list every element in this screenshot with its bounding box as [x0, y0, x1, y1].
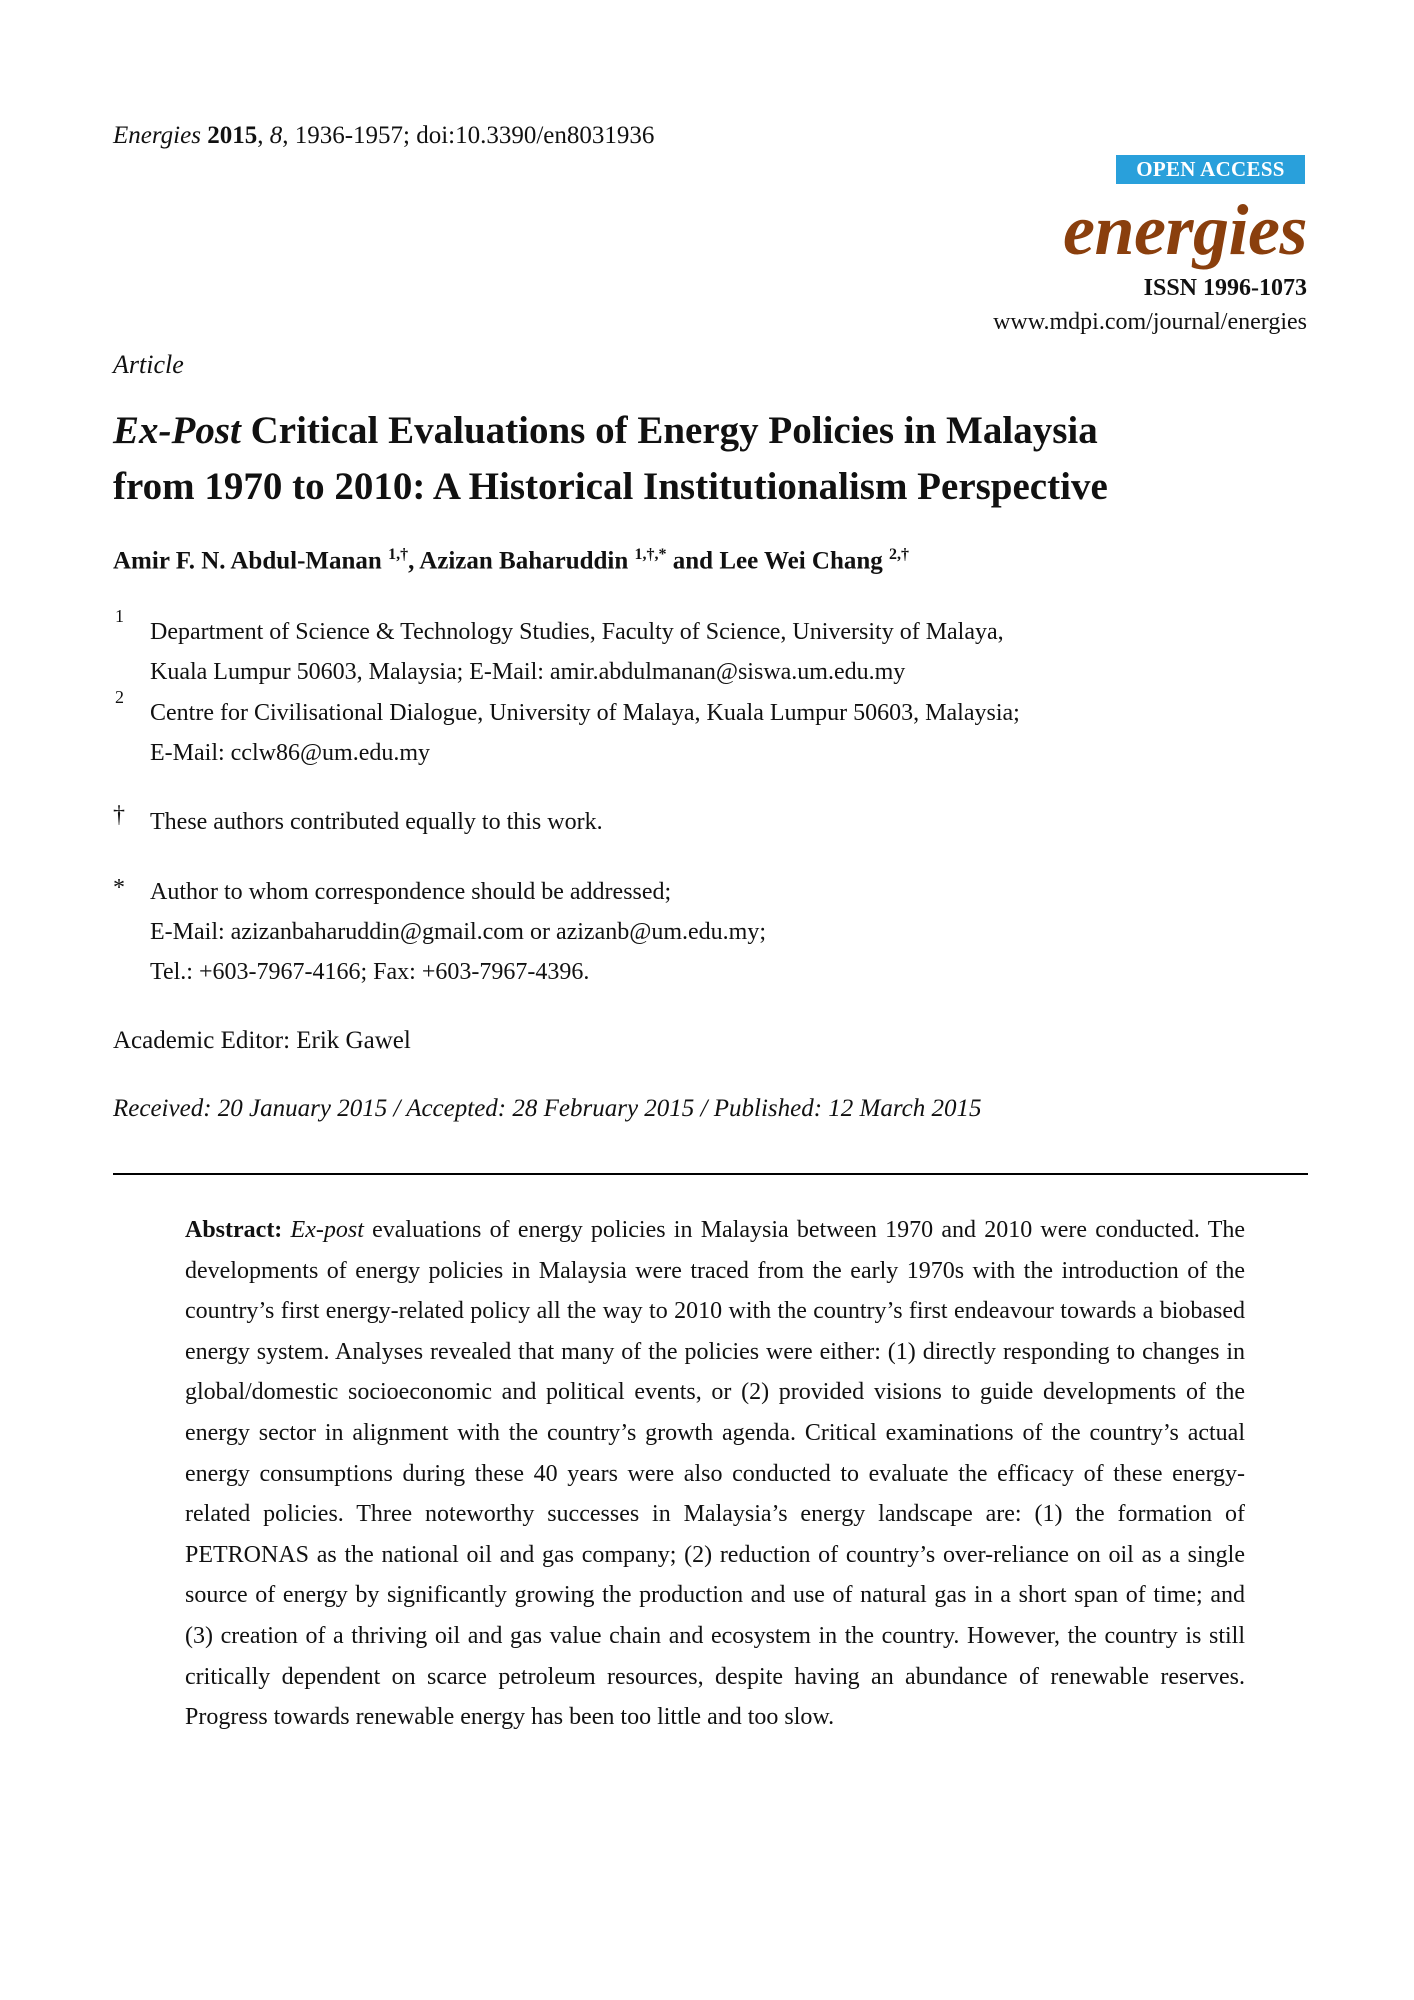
section-divider: [113, 1173, 1308, 1175]
note-line: Author to whom correspondence should be addressed;: [150, 879, 672, 905]
pages-doi: 1936-1957; doi:10.3390/en8031936: [294, 122, 655, 149]
abstract-label: Abstract:: [185, 1217, 283, 1243]
open-access-badge: OPEN ACCESS: [1116, 155, 1305, 184]
author-name: Amir F. N. Abdul-Manan: [113, 547, 382, 575]
author-name: Lee Wei Chang: [719, 547, 883, 575]
journal-url[interactable]: www.mdpi.com/journal/energies: [993, 309, 1307, 335]
note-line: E-Mail: azizanbaharuddin@gmail.com or azizanb@um.edu.my;: [150, 919, 766, 945]
publication-dates: Received: 20 January 2015 / Accepted: 28 February 2015 / Published: 12 March 2015: [113, 1095, 982, 1122]
abstract: [185, 1210, 1245, 1738]
author-separator: ,: [408, 547, 420, 575]
affiliation-2: [150, 693, 1250, 773]
author-name: Azizan Baharuddin: [419, 547, 629, 575]
publication-year: 2015: [207, 122, 258, 149]
affiliation-marker: 1: [115, 606, 124, 626]
academic-editor: Academic Editor: Erik Gawel: [113, 1027, 411, 1054]
note-line: These authors contributed equally to this work.: [150, 809, 603, 835]
author-separator: and: [666, 547, 720, 575]
affiliation-line: Department of Science & Technology Studies, Faculty of Science, University of Malaya,: [150, 619, 1004, 645]
note-line: Tel.: +603-7967-4166; Fax: +603-7967-4396.: [150, 959, 590, 985]
abstract-lead-italic: Ex-post: [290, 1217, 364, 1243]
affiliation-1: [150, 612, 1250, 692]
title-line2: from 1970 to 2010: A Historical Institutionalism Perspective: [113, 465, 1108, 508]
equal-contribution-marker: †: [113, 802, 125, 828]
author-list: [113, 546, 909, 575]
volume-number: 8: [269, 122, 283, 149]
abstract-text: evaluations of energy policies in Malaysia between 1970 and 2010 were conducted. The developments of energy policies in Malaysia were traced from the early 1970s with the introduction of the country’s first energy-related policy all the way to 2010 with the country’s first endeavour towards a biobased energy system. Analyses revealed that many of the policies were either: (1) directly responding to changes in global/domestic socioeconomic and political events, or (2) provided visions to guide developments of the energy sector in alignment with the country’s growth agenda. Critical examinations of the country’s actual energy consumptions during these 40 years were also conducted to evaluate the efficacy of these energy-related policies. Three noteworthy successes in Malaysia’s energy landscape are: (1) the formation of PETRONAS as the national oil and gas company; (2) reduction of country’s over-reliance on oil as a single source of energy by significantly growing the production and use of natural gas in a short span of time; and (3) creation of a thriving oil and gas value chain and ecosystem in the country. However, the country is still critically dependent on scarce petroleum resources, despite having an abundance of renewable reserves. Progress towards renewable energy has been too little and too slow.: [185, 1217, 1246, 1731]
journal-logo: energies: [1063, 190, 1307, 270]
affiliation-line: Kuala Lumpur 50603, Malaysia; E-Mail: amir.abdulmanan@siswa.um.edu.my: [150, 659, 906, 685]
title-italic-part: Ex-Post: [113, 409, 241, 452]
correspondence-note: [150, 872, 1250, 992]
issn: ISSN 1996-1073: [1143, 275, 1307, 301]
citation-line: Energies 2015, 8, 1936-1957; doi:10.3390/en8031936: [113, 122, 655, 149]
author-affiliation-sup: 1,†: [388, 546, 409, 563]
title-line1: Critical Evaluations of Energy Policies in Malaysia: [250, 409, 1098, 452]
equal-contribution-note: [150, 802, 1250, 842]
affiliation-line: Centre for Civilisational Dialogue, University of Malaya, Kuala Lumpur 50603, Malaysia;: [150, 700, 1020, 726]
affiliation-marker: 2: [115, 687, 124, 707]
author-affiliation-sup: 2,†: [889, 546, 910, 563]
article-type: Article: [113, 350, 184, 379]
affiliation-line: E-Mail: cclw86@um.edu.my: [150, 740, 431, 766]
correspondence-marker: *: [113, 875, 125, 901]
journal-name: Energies: [113, 122, 201, 149]
author-affiliation-sup: 1,†,*: [634, 546, 667, 563]
article-title: [113, 403, 1293, 515]
